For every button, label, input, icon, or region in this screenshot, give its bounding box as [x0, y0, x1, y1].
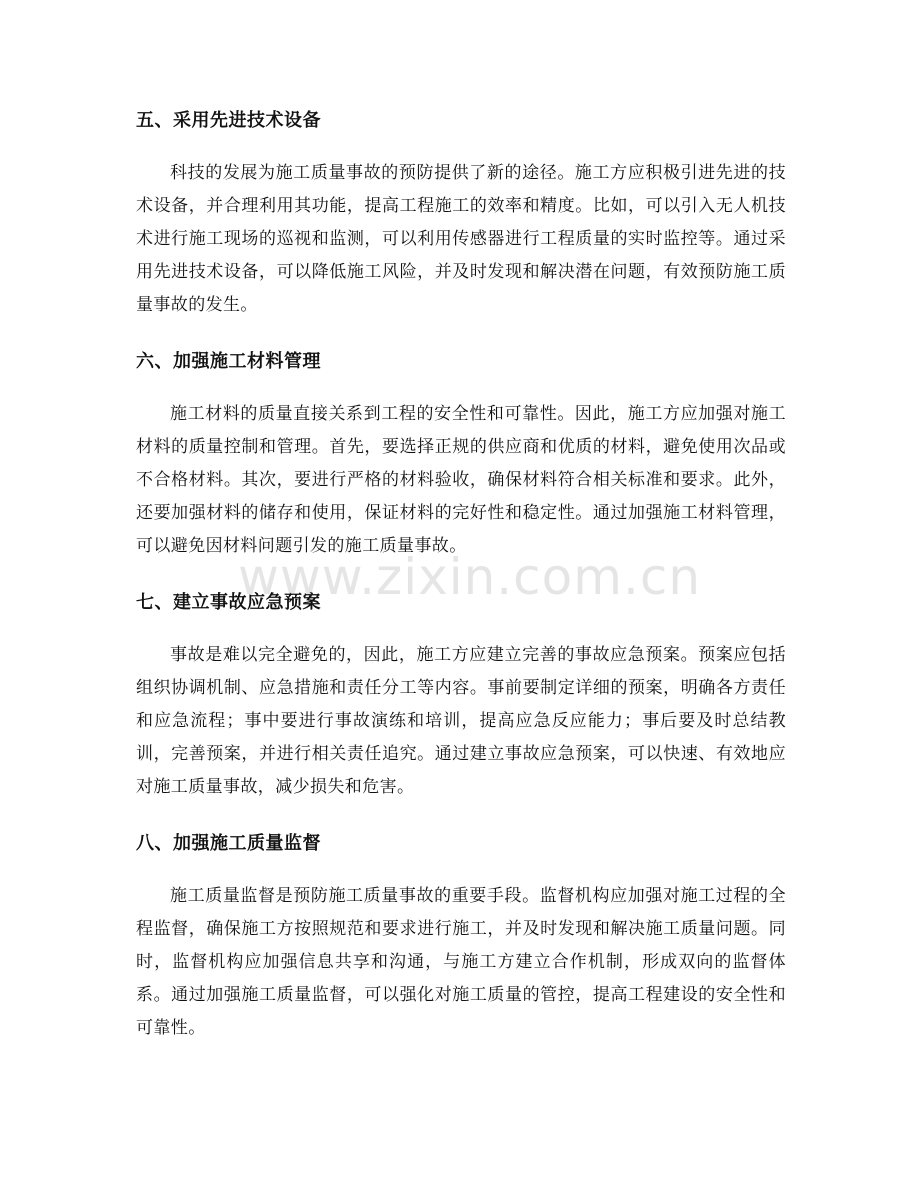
section-7 [136, 585, 786, 804]
section-heading: 六、加强施工材料管理 [136, 351, 321, 372]
document-body [136, 103, 786, 1067]
section-6 [136, 344, 786, 563]
section-paragraph: 施工质量监督是预防施工质量事故的重要手段。监督机构应加强对施工过程的全程监督，确保施工方按照规范和要求进行施工，并及时发现和解决施工质量问题。同时，监督机构应加强信息共享和沟通，与施工方建立合作机制，形成双向的监督体系。通过加强施工质量监督，可以强化对施工质量的管控，提高工程建设的安全性和可靠性。 [136, 886, 786, 1038]
section-paragraph: 施工材料的质量直接关系到工程的安全性和可靠性。因此，施工方应加强对施工材料的质量控制和管理。首先，要选择正规的供应商和优质的材料，避免使用次品或不合格材料。其次，要进行严格的材料验收，确保材料符合相关标准和要求。此外，还要加强材料的储存和使用，保证材料的完好性和稳定性。通过加强施工材料管理，可以避免因材料问题引发的施工质量事故。 [136, 404, 786, 556]
section-paragraph: 事故是难以完全避免的，因此，施工方应建立完善的事故应急预案。预案应包括组织协调机制、应急措施和责任分工等内容。事前要制定详细的预案，明确各方责任和应急流程；事中要进行事故演练和培训，提高应急反应能力；事后要及时总结教训，完善预案，并进行相关责任追究。通过建立事故应急预案，可以快速、有效地应对施工质量事故，减少损失和危害。 [136, 645, 786, 797]
section-5 [136, 103, 786, 322]
section-heading: 七、建立事故应急预案 [136, 592, 321, 613]
section-heading: 八、加强施工质量监督 [136, 833, 321, 854]
section-heading: 五、采用先进技术设备 [136, 110, 321, 131]
section-8 [136, 826, 786, 1045]
section-paragraph: 科技的发展为施工质量事故的预防提供了新的途径。施工方应积极引进先进的技术设备，并合理利用其功能，提高工程施工的效率和精度。比如，可以引入无人机技术进行施工现场的巡视和监测，可以利用传感器进行工程质量的实时监控等。通过采用先进技术设备，可以降低施工风险，并及时发现和解决潜在问题，有效预防施工质量事故的发生。 [136, 163, 786, 315]
watermark: www.zixin.com.cn [238, 548, 702, 606]
